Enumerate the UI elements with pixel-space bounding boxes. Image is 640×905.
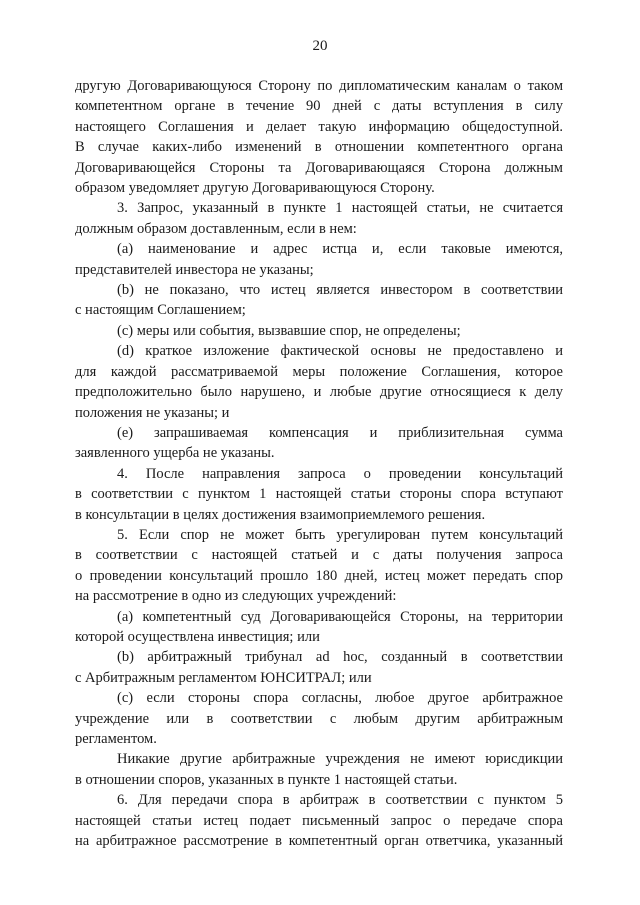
text-line: с настоящим Соглашением; — [75, 302, 246, 319]
text-line: 4. После направления запроса о проведении консультаций — [117, 465, 563, 482]
text-line: 6. Для передачи спора в арбитраж в соответствии с пунктом 5 — [117, 792, 563, 809]
text-line: (a) компетентный суд Договаривающейся Стороны, на территории — [117, 608, 563, 625]
text-line: (b) не показано, что истец является инвестором в соответствии — [117, 282, 563, 299]
text-line: учреждение или в соответствии с любым другим арбитражным — [75, 710, 563, 727]
text-line: с Арбитражным регламентом ЮНСИТРАЛ; или — [75, 669, 372, 686]
text-line: в соответствии с пунктом 1 настоящей статьи стороны спора вступают — [75, 486, 563, 503]
text-line: о проведении консультаций прошло 180 дней, истец может передать спор — [75, 567, 563, 584]
text-line: заявленного ущерба не указаны. — [75, 445, 275, 462]
text-line: в отношении споров, указанных в пункте 1 настоящей статьи. — [75, 771, 458, 788]
text-line: положения не указаны; и — [75, 404, 230, 421]
text-line: в соответствии с настоящей статьей и с даты получения запроса — [75, 547, 563, 564]
text-line: (e) запрашиваемая компенсация и приблизительная сумма — [117, 424, 563, 441]
text-line: на рассмотрение в одно из следующих учреждений: — [75, 588, 397, 605]
text-line: Никакие другие арбитражные учреждения не имеют юрисдикции — [117, 751, 563, 768]
text-line: представителей инвестора не указаны; — [75, 261, 314, 278]
text-line: другую Договаривающуюся Сторону по дипломатическим каналам о таком — [75, 78, 563, 94]
text-line: Договаривающейся Стороны та Договаривающаяся Сторона должным — [75, 159, 563, 176]
text-line: компетентном органе в течение 90 дней с даты вступления в силу — [75, 98, 563, 115]
text-line: в консультации в целях достижения взаимоприемлемого решения. — [75, 506, 486, 523]
text-line: образом уведомляет другую Договаривающуюся Сторону. — [75, 180, 435, 197]
text-line: (c) если стороны спора согласны, любое другое арбитражное — [117, 690, 563, 707]
text-line: на арбитражное рассмотрение в компетентный орган ответчика, указанный — [75, 833, 563, 850]
text-line: предположительно было нарушено, и любые другие относящиеся к делу — [75, 384, 563, 401]
text-line: должным образом доставленным, если в нем: — [75, 220, 357, 237]
text-line: (b) арбитражный трибунал ad hoc, созданный в соответствии — [117, 649, 563, 666]
text-line: 5. Если спор не может быть урегулирован путем консультаций — [117, 526, 563, 543]
text-line: которой осуществлена инвестиция; или — [75, 628, 320, 645]
text-line: регламентом. — [75, 731, 157, 747]
text-line: (d) краткое изложение фактической основы не предоставлено и — [117, 343, 563, 360]
page-number: 20 — [312, 38, 328, 54]
text-line: настоящего Соглашения и делает такую информацию общедоступной. — [75, 118, 563, 135]
text-line: В случае каких-либо изменений в отношении компетентного органа — [75, 139, 563, 156]
text-line: 3. Запрос, указанный в пункте 1 настоящей статьи, не считается — [117, 200, 563, 217]
text-line: (c) меры или события, вызвавшие спор, не определены; — [117, 322, 461, 339]
text-line: (a) наименование и адрес истца и, если таковые имеются, — [117, 241, 563, 258]
text-line: для каждой рассматриваемой меры положение Соглашения, которое — [75, 363, 563, 380]
document-body — [75, 76, 563, 851]
text-line: настоящей статьи истец подает письменный запрос о передаче спора — [75, 812, 563, 829]
